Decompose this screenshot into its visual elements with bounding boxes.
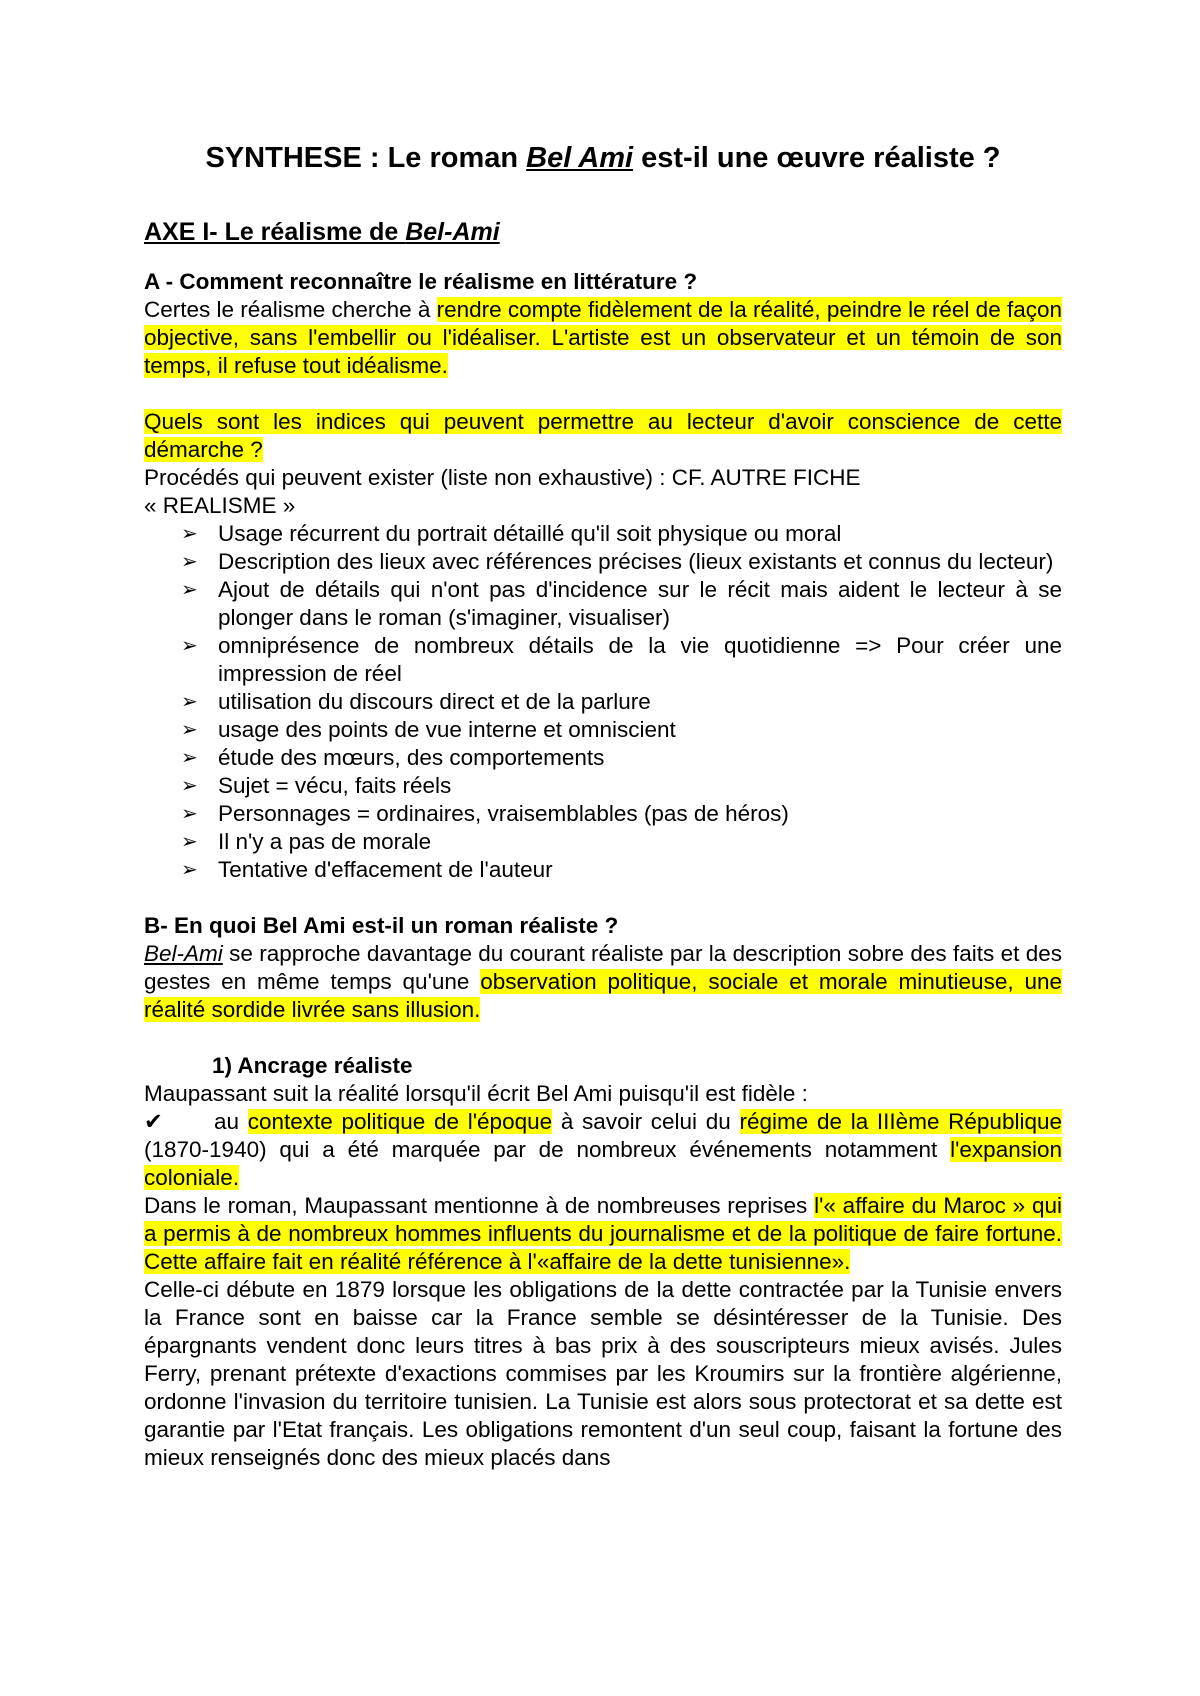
section-a-paragraph — [144, 296, 1062, 380]
spacer — [144, 380, 1062, 408]
section-b-book: Bel-Ami — [144, 941, 223, 966]
check-highlight: contexte politique de l'époque — [247, 1109, 553, 1134]
list-item — [144, 800, 1062, 828]
axe-heading — [144, 216, 1062, 248]
procedes-list — [144, 520, 1062, 884]
section-b-text: se rapproche davantage du courant réaliste par la description sobre des faits et des gestes en même temps qu'une — [144, 941, 1062, 994]
page-title — [144, 140, 1062, 176]
list-item — [144, 688, 1062, 716]
arrow-bullet-icon: ➢ — [181, 775, 198, 797]
check-paragraph — [144, 1108, 1062, 1192]
list-item-text: Personnages = ordinaires, vraisemblables (pas de héros) — [218, 801, 789, 826]
list-item-text: Ajout de détails qui n'ont pas d'incidence sur le récit mais aident le lecteur à se plonger dans le roman (s'imaginer, visualiser) — [218, 577, 1062, 630]
list-item-text: Il n'y a pas de morale — [218, 829, 432, 854]
arrow-bullet-icon: ➢ — [181, 803, 198, 825]
question-highlight: Quels sont les indices qui peuvent permettre au lecteur d'avoir conscience de cette démarche ? — [144, 409, 1062, 462]
tunisie-paragraph: Celle-ci débute en 1879 lorsque les obligations de la dette contractée par la Tunisie envers la France sont en baisse car la France semble se désintéresser de la Tunisie. Des épargnants vendent donc leurs titres à bas prix à des souscripteurs mieux avisés. Jules Ferry, prenant prétexte d'exactions commises par les Kroumirs sur la frontière algérienne, ordonne l'invasion du territoire tunisien. La Tunisie est alors sous protectorat et sa dette est garantie par l'Etat français. Les obligations remontent d'un seul coup, faisant la fortune des mieux renseignés donc des mieux placés dans — [144, 1277, 1062, 1470]
arrow-bullet-icon: ➢ — [181, 859, 198, 881]
list-item — [144, 856, 1062, 884]
section-b-highlight: observation politique, sociale et morale minutieuse, une réalité sordide livrée sans illusion. — [144, 969, 1062, 1022]
maroc-paragraph — [144, 1192, 1062, 1276]
arrow-bullet-icon: ➢ — [181, 691, 198, 713]
list-item — [144, 632, 1062, 688]
list-item-text: utilisation du discours direct et de la parlure — [218, 689, 651, 714]
axe-heading-book: Bel-Ami — [405, 218, 500, 246]
list-item-text: omniprésence de nombreux détails de la vie quotidienne => Pour créer une impression de réel — [218, 633, 1062, 686]
maroc-highlight: l'« affaire du Maroc » qui a permis à de nombreux hommes influents du journalisme et de la politique de faire fortune. Cette affaire fait en réalité référence à l'«affaire de la dette tunisienne». — [144, 1193, 1062, 1274]
spacer — [144, 884, 1062, 912]
list-item-text: Usage récurrent du portrait détaillé qu'il soit physique ou moral — [218, 521, 842, 546]
list-item — [144, 828, 1062, 856]
maroc-text: Dans le roman, Maupassant mentionne à de nombreuses reprises — [144, 1193, 815, 1218]
arrow-bullet-icon: ➢ — [181, 635, 198, 657]
section-a-heading: A - Comment reconnaître le réalisme en littérature ? — [144, 269, 698, 294]
list-item-text: Sujet = vécu, faits réels — [218, 773, 452, 798]
axe-heading-prefix: AXE I- Le réalisme de — [144, 218, 406, 246]
section-b-paragraph — [144, 940, 1062, 1024]
section-a-text: Certes le réalisme cherche à — [144, 297, 437, 322]
list-item — [144, 576, 1062, 632]
list-item — [144, 744, 1062, 772]
list-item-text: Description des lieux avec références précises (lieux existants et connus du lecteur) — [218, 549, 1054, 574]
spacer — [144, 1024, 1062, 1052]
arrow-bullet-icon: ➢ — [181, 747, 198, 769]
title-book: Bel Ami — [526, 142, 634, 174]
list-item — [144, 772, 1062, 800]
check-mark-icon: ✔ — [144, 1109, 163, 1134]
check-highlight: régime de la IIIème République — [739, 1109, 1062, 1134]
title-suffix: est-il une œuvre réaliste ? — [633, 142, 1001, 174]
subsection-heading: 1) Ancrage réaliste — [212, 1053, 413, 1078]
question-paragraph — [144, 408, 1062, 464]
section-a-highlight: rendre compte fidèlement de la réalité, peindre le réel de façon objective, sans l'embellir ou l'idéaliser. L'artiste est un observateur et un témoin de son temps, il refuse tout idéalisme. — [144, 297, 1062, 378]
list-item-text: Tentative d'effacement de l'auteur — [218, 857, 553, 882]
check-text: à savoir celui du — [552, 1109, 740, 1134]
check-text: au — [214, 1109, 248, 1134]
arrow-bullet-icon: ➢ — [181, 831, 198, 853]
list-item — [144, 548, 1062, 576]
list-item-text: étude des mœurs, des comportements — [218, 745, 605, 770]
list-item-text: usage des points de vue interne et omniscient — [218, 717, 676, 742]
arrow-bullet-icon: ➢ — [181, 579, 198, 601]
document-page — [144, 140, 1062, 1472]
arrow-bullet-icon: ➢ — [181, 719, 198, 741]
section-b-heading: B- En quoi Bel Ami est-il un roman réaliste ? — [144, 913, 619, 938]
subsection-intro: Maupassant suit la réalité lorsqu'il écrit Bel Ami puisqu'il est fidèle : — [144, 1081, 808, 1106]
arrow-bullet-icon: ➢ — [181, 523, 198, 545]
check-text: (1870-1940) qui a été marquée par de nombreux événements notamment — [144, 1137, 951, 1162]
arrow-bullet-icon: ➢ — [181, 551, 198, 573]
title-prefix: SYNTHESE : Le roman — [205, 142, 527, 174]
procedes-line-2: « REALISME » — [144, 493, 296, 518]
check-highlight: l'expansion coloniale. — [144, 1137, 1062, 1190]
procedes-line: Procédés qui peuvent exister (liste non exhaustive) : CF. AUTRE FICHE — [144, 465, 861, 490]
list-item — [144, 716, 1062, 744]
list-item — [144, 520, 1062, 548]
